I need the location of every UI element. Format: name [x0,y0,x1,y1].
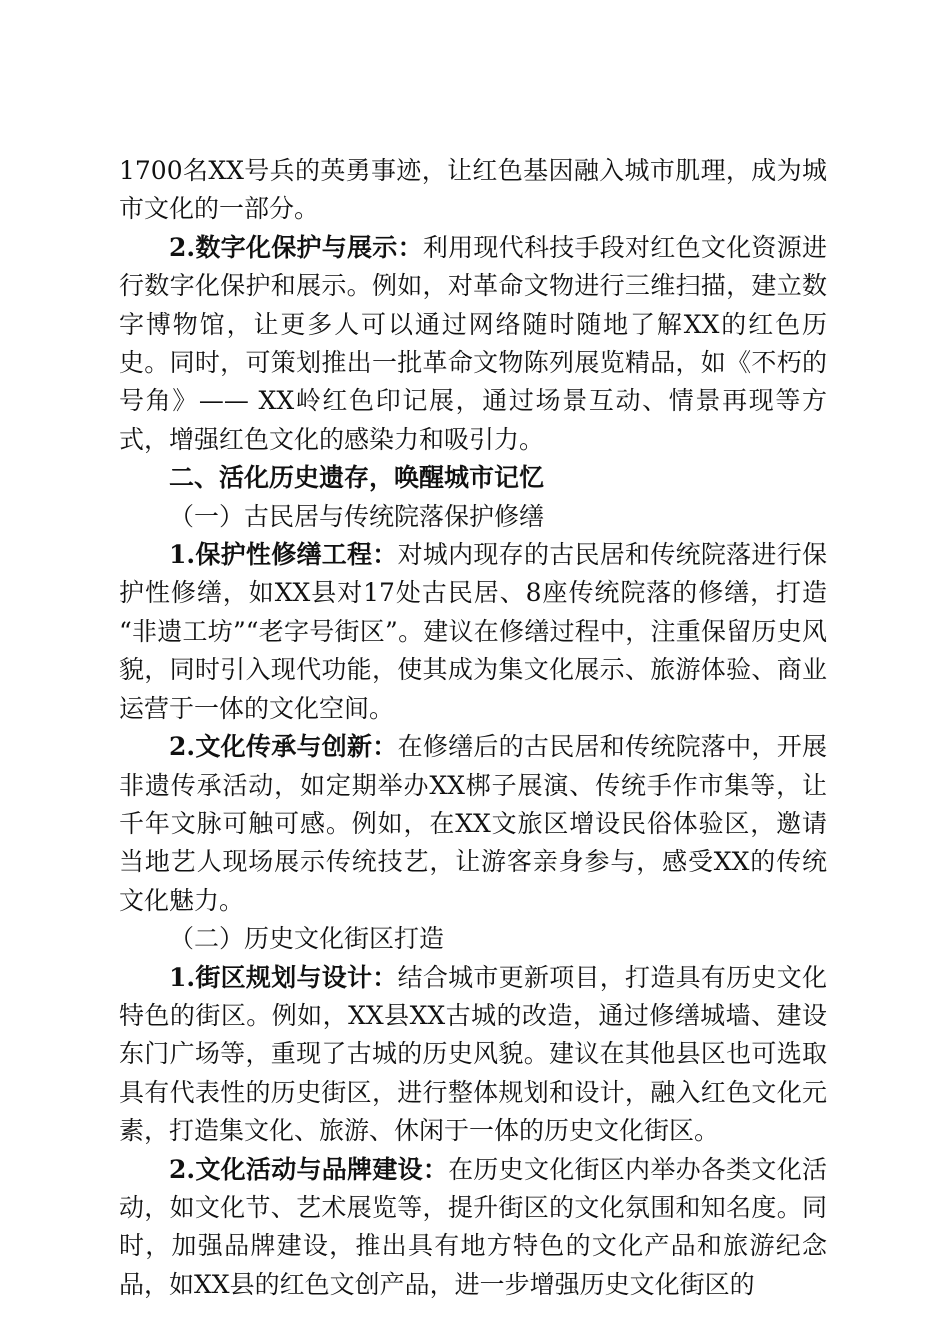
paragraph-cultural-inheritance [119,728,827,920]
paragraph-body: 结合城市更新项目，打造具有历史文化特色的街区。例如，XX县XX古城的改造，通过修缮城墙、建设东门广场等，重现了古城的历史风貌。建议在其他县区也可选取具有代表性的历史街区，进行整体规划和设计，融入红色文化元素，打造集文化、旅游、休闲于一体的历史文化街区。 [119,962,827,1146]
paragraph-protective-repair [119,536,827,728]
subsection-heading: （一）古民居与传统院落保护修缮 [169,501,545,531]
paragraph-lead: 2.文化活动与品牌建设： [169,1154,449,1184]
paragraph-district-planning [119,959,827,1151]
paragraph-digital-protection [119,229,827,459]
paragraph-continuation: 1700名XX号兵的英勇事迹，让红色基因融入城市肌理，成为城市文化的一部分。 [119,156,827,224]
paragraph-lead: 1.街区规划与设计： [169,962,398,992]
paragraph-lead: 1.保护性修缮工程： [169,540,398,570]
section-heading: 二、活化历史遗存，唤醒城市记忆 [169,463,545,493]
paragraph-lead: 2.数字化保护与展示： [169,232,423,262]
paragraph-body: 在修缮后的古民居和传统院落中，开展非遗传承活动，如定期举办XX梆子展演、传统手作市集等，让千年文脉可触可感。例如，在XX文旅区增设民俗体验区，邀请当地艺人现场展示传统技艺，让游客亲身参与，感受XX的传统文化魅力。 [119,732,827,915]
paragraph-body: 在历史文化街区内举办各类文化活动，如文化节、艺术展览等，提升街区的文化氛围和知名度。同时，加强品牌建设，推出具有地方特色的文化产品和旅游纪念品，如XX县的红色文创产品，进一步增强历史文化街区的 [119,1154,827,1299]
paragraph-body: 对城内现存的古民居和传统院落进行保护性修缮，如XX县对17处古民居、8座传统院落的修缮，打造 “非遗工坊”“老字号街区”。建议在修缮过程中，注重保留历史风貌，同时引入现代功能，使其成为集文化展示、旅游体验、商业运营于一体的文化空间。 [119,540,827,723]
paragraph-body: 利用现代科技手段对红色文化资源进行数字化保护和展示。例如，对革命文物进行三维扫描，建立数字博物馆，让更多人可以通过网络随时随地了解XX的红色历史。同时，可策划推出一批革命文物陈列展览精品，如《不朽的号角》—— XX岭红色印记展，通过场景互动、情景再现等方式，增强红色文化的感染力和吸引力。 [119,232,827,454]
paragraph-lead: 2.文化传承与创新： [169,732,398,762]
paragraph-brand-building [119,1151,827,1305]
document-body [119,152,827,1304]
subsection-heading: （二）历史文化街区打造 [169,924,445,954]
